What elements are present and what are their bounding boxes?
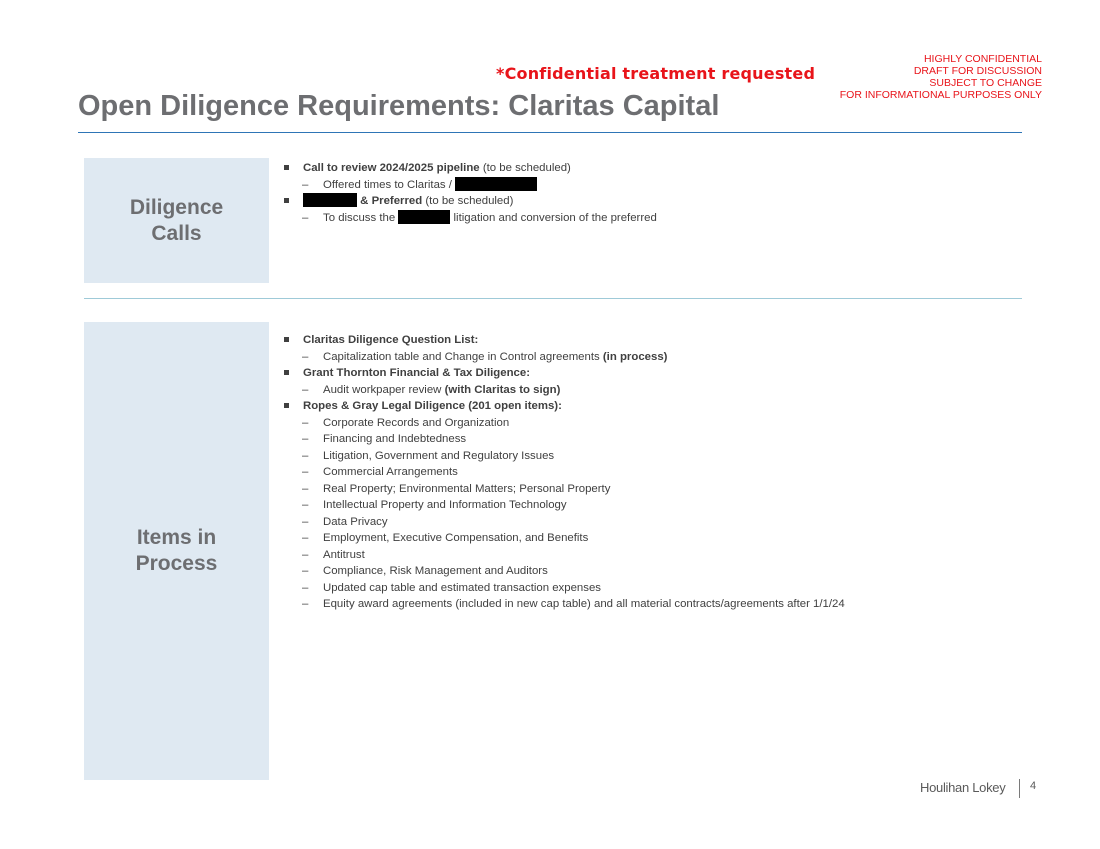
confidentiality-disclaimer: [840, 53, 1042, 101]
section-label-line: Process: [135, 552, 218, 575]
bullet-icon: [284, 403, 289, 408]
redaction-block: [398, 210, 450, 224]
section-label-line: Diligence: [129, 195, 224, 219]
subitem-text: litigation and conversion of the preferred: [453, 211, 657, 224]
page-title: Open Diligence Requirements: Claritas Capital: [78, 90, 720, 122]
houlihan-lokey-logo: Houlihan Lokey: [920, 780, 1006, 795]
items-in-process-list: [284, 332, 845, 613]
bullet-icon: [284, 165, 289, 170]
list-subitem: [284, 349, 845, 366]
subitem-text: Employment, Executive Compensation, and Benefits: [323, 532, 589, 544]
item-heading: Call to review 2024/2025 pipeline: [303, 162, 480, 174]
subitem-text: To discuss the: [323, 211, 396, 224]
section-label-line: Items in: [136, 526, 217, 549]
subitem-text: Financing and Indebtedness: [323, 433, 467, 445]
item-heading: Ropes & Gray Legal Diligence (201 open items):: [303, 400, 562, 412]
list-subitem: [284, 514, 845, 531]
list-subitem: [284, 547, 845, 564]
item-status: (to be scheduled): [479, 162, 571, 174]
items-in-process-label-box: [84, 322, 269, 780]
dash-icon: –: [302, 515, 309, 528]
dash-icon: –: [302, 178, 309, 191]
section-label-line: Calls: [151, 221, 202, 245]
item-heading: & Preferred: [360, 195, 423, 207]
list-subitem: [284, 177, 657, 194]
subitem-text: Corporate Records and Organization: [323, 416, 510, 429]
dash-icon: –: [302, 383, 309, 396]
disclaimer-line: DRAFT FOR DISCUSSION: [913, 65, 1042, 77]
dash-icon: –: [302, 466, 309, 478]
subitem-text: Intellectual Property and Information Technology: [323, 499, 567, 511]
dash-icon: –: [302, 416, 309, 429]
list-item: [284, 398, 845, 415]
subitem-text: Antitrust: [323, 548, 365, 561]
item-heading: Claritas Diligence Question List:: [303, 334, 479, 346]
list-subitem: [284, 563, 845, 580]
bullet-icon: [284, 370, 289, 375]
subitem-text: Real Property; Environmental Matters; Personal Property: [323, 482, 611, 495]
subitem-text: Updated cap table and estimated transaction expenses: [323, 581, 601, 594]
diligence-calls-label-box: [84, 158, 269, 283]
confidential-treatment-notice: *Confidential treatment requested: [496, 64, 816, 83]
item-heading: Grant Thornton Financial & Tax Diligence:: [303, 367, 530, 379]
list-subitem: [284, 580, 845, 597]
title-divider: [78, 132, 1022, 133]
list-subitem: [284, 210, 657, 227]
section-divider: [84, 298, 1022, 299]
dash-icon: –: [302, 548, 309, 561]
list-subitem: [284, 497, 845, 514]
subitem-text: Data Privacy: [323, 515, 388, 528]
list-subitem: [284, 415, 845, 432]
redaction-block: [455, 177, 537, 191]
subitem-text: Commercial Arrangements: [323, 466, 458, 478]
disclaimer-line: HIGHLY CONFIDENTIAL: [923, 53, 1042, 65]
disclaimer-line: FOR INFORMATIONAL PURPOSES ONLY: [839, 89, 1042, 101]
subitem-status: (in process): [602, 350, 668, 363]
dash-icon: –: [302, 433, 309, 445]
dash-icon: –: [302, 565, 309, 577]
page-number: 4: [1030, 780, 1037, 792]
subitem-text: Compliance, Risk Management and Auditors: [323, 565, 548, 577]
subitem-text: Capitalization table and Change in Control agreements: [323, 350, 603, 363]
subitem-text: Offered times to Claritas /: [323, 178, 452, 191]
list-item: [284, 160, 657, 177]
list-item: [284, 193, 657, 210]
bullet-icon: [284, 337, 289, 342]
bullet-icon: [284, 198, 289, 203]
list-subitem: [284, 448, 845, 465]
footer-divider: [1019, 779, 1020, 798]
list-subitem: [284, 530, 845, 547]
list-subitem: [284, 431, 845, 448]
dash-icon: –: [302, 449, 309, 462]
list-item: [284, 365, 845, 382]
subitem-text: Litigation, Government and Regulatory Issues: [323, 449, 555, 462]
dash-icon: –: [302, 598, 309, 610]
list-subitem: [284, 464, 845, 481]
dash-icon: –: [302, 350, 309, 363]
subitem-status: (with Claritas to sign): [444, 383, 561, 396]
subitem-text: Equity award agreements (included in new cap table) and all material contracts/agreements after 1/1/24: [323, 598, 845, 610]
dash-icon: –: [302, 499, 309, 511]
list-subitem: [284, 382, 845, 399]
dash-icon: –: [302, 532, 309, 544]
item-status: (to be scheduled): [422, 195, 514, 207]
diligence-calls-list: [284, 160, 657, 226]
dash-icon: –: [302, 482, 309, 495]
dash-icon: –: [302, 581, 309, 594]
list-subitem: [284, 481, 845, 498]
disclaimer-line: SUBJECT TO CHANGE: [929, 77, 1042, 89]
list-item: [284, 332, 845, 349]
list-subitem: [284, 596, 845, 613]
dash-icon: –: [302, 211, 309, 224]
subitem-text: Audit workpaper review: [323, 383, 445, 396]
redaction-block: [303, 193, 357, 207]
